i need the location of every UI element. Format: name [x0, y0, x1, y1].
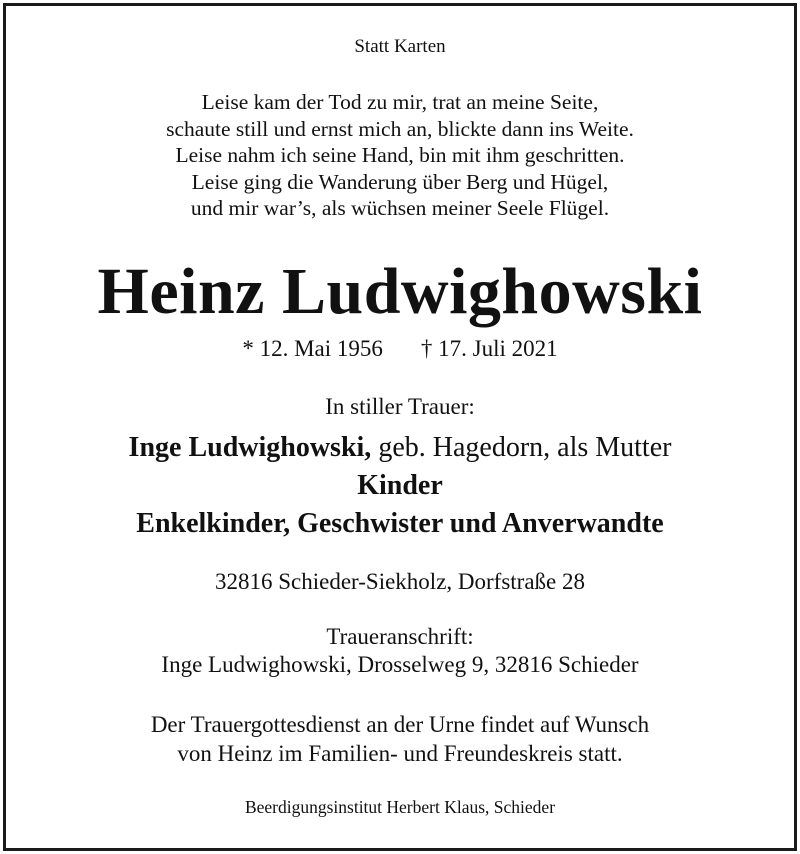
service-line: von Heinz im Familien- und Freundeskreis statt.	[177, 741, 623, 766]
poem	[0, 89, 800, 222]
condolence-address: Inge Ludwighowski, Drosselweg 9, 32816 Schieder	[161, 652, 639, 677]
poem-line: Leise ging die Wanderung über Berg und Hügel,	[191, 169, 609, 194]
life-dates	[0, 336, 800, 362]
notice-header: Statt Karten	[354, 36, 446, 57]
deceased-name: Heinz Ludwighowski	[97, 255, 703, 328]
service-line: Der Trauergottesdienst an der Urne findet auf Wunsch	[150, 712, 650, 737]
funeral-service-info	[0, 710, 800, 768]
condolence-label: Traueranschrift:	[326, 624, 474, 649]
mourner-name: Inge Ludwighowski,	[128, 432, 372, 463]
poem-line: und mir war’s, als wüchsen meiner Seele Flügel.	[190, 196, 610, 220]
mourner-children: Kinder	[357, 470, 443, 501]
birth-date: * 12. Mai 1956	[242, 336, 383, 361]
death-date: † 17. Juli 2021	[420, 336, 558, 361]
undertaker: Beerdigungsinstitut Herbert Klaus, Schieder	[244, 797, 556, 817]
mourner-line	[0, 430, 800, 466]
poem-line: schaute still und ernst mich an, blickte dann ins Weite.	[166, 116, 634, 141]
mourner-family: Enkelkinder, Geschwister und Anverwandte	[136, 508, 664, 539]
mourning-intro: In stiller Trauer:	[325, 394, 475, 419]
poem-line: Leise kam der Tod zu mir, trat an meine Seite,	[201, 90, 599, 114]
poem-line: Leise nahm ich seine Hand, bin mit ihm geschritten.	[175, 143, 625, 167]
mourner-detail: geb. Hagedorn, als Mutter	[371, 432, 672, 463]
family-address: 32816 Schieder-Siekholz, Dorfstraße 28	[215, 569, 585, 594]
